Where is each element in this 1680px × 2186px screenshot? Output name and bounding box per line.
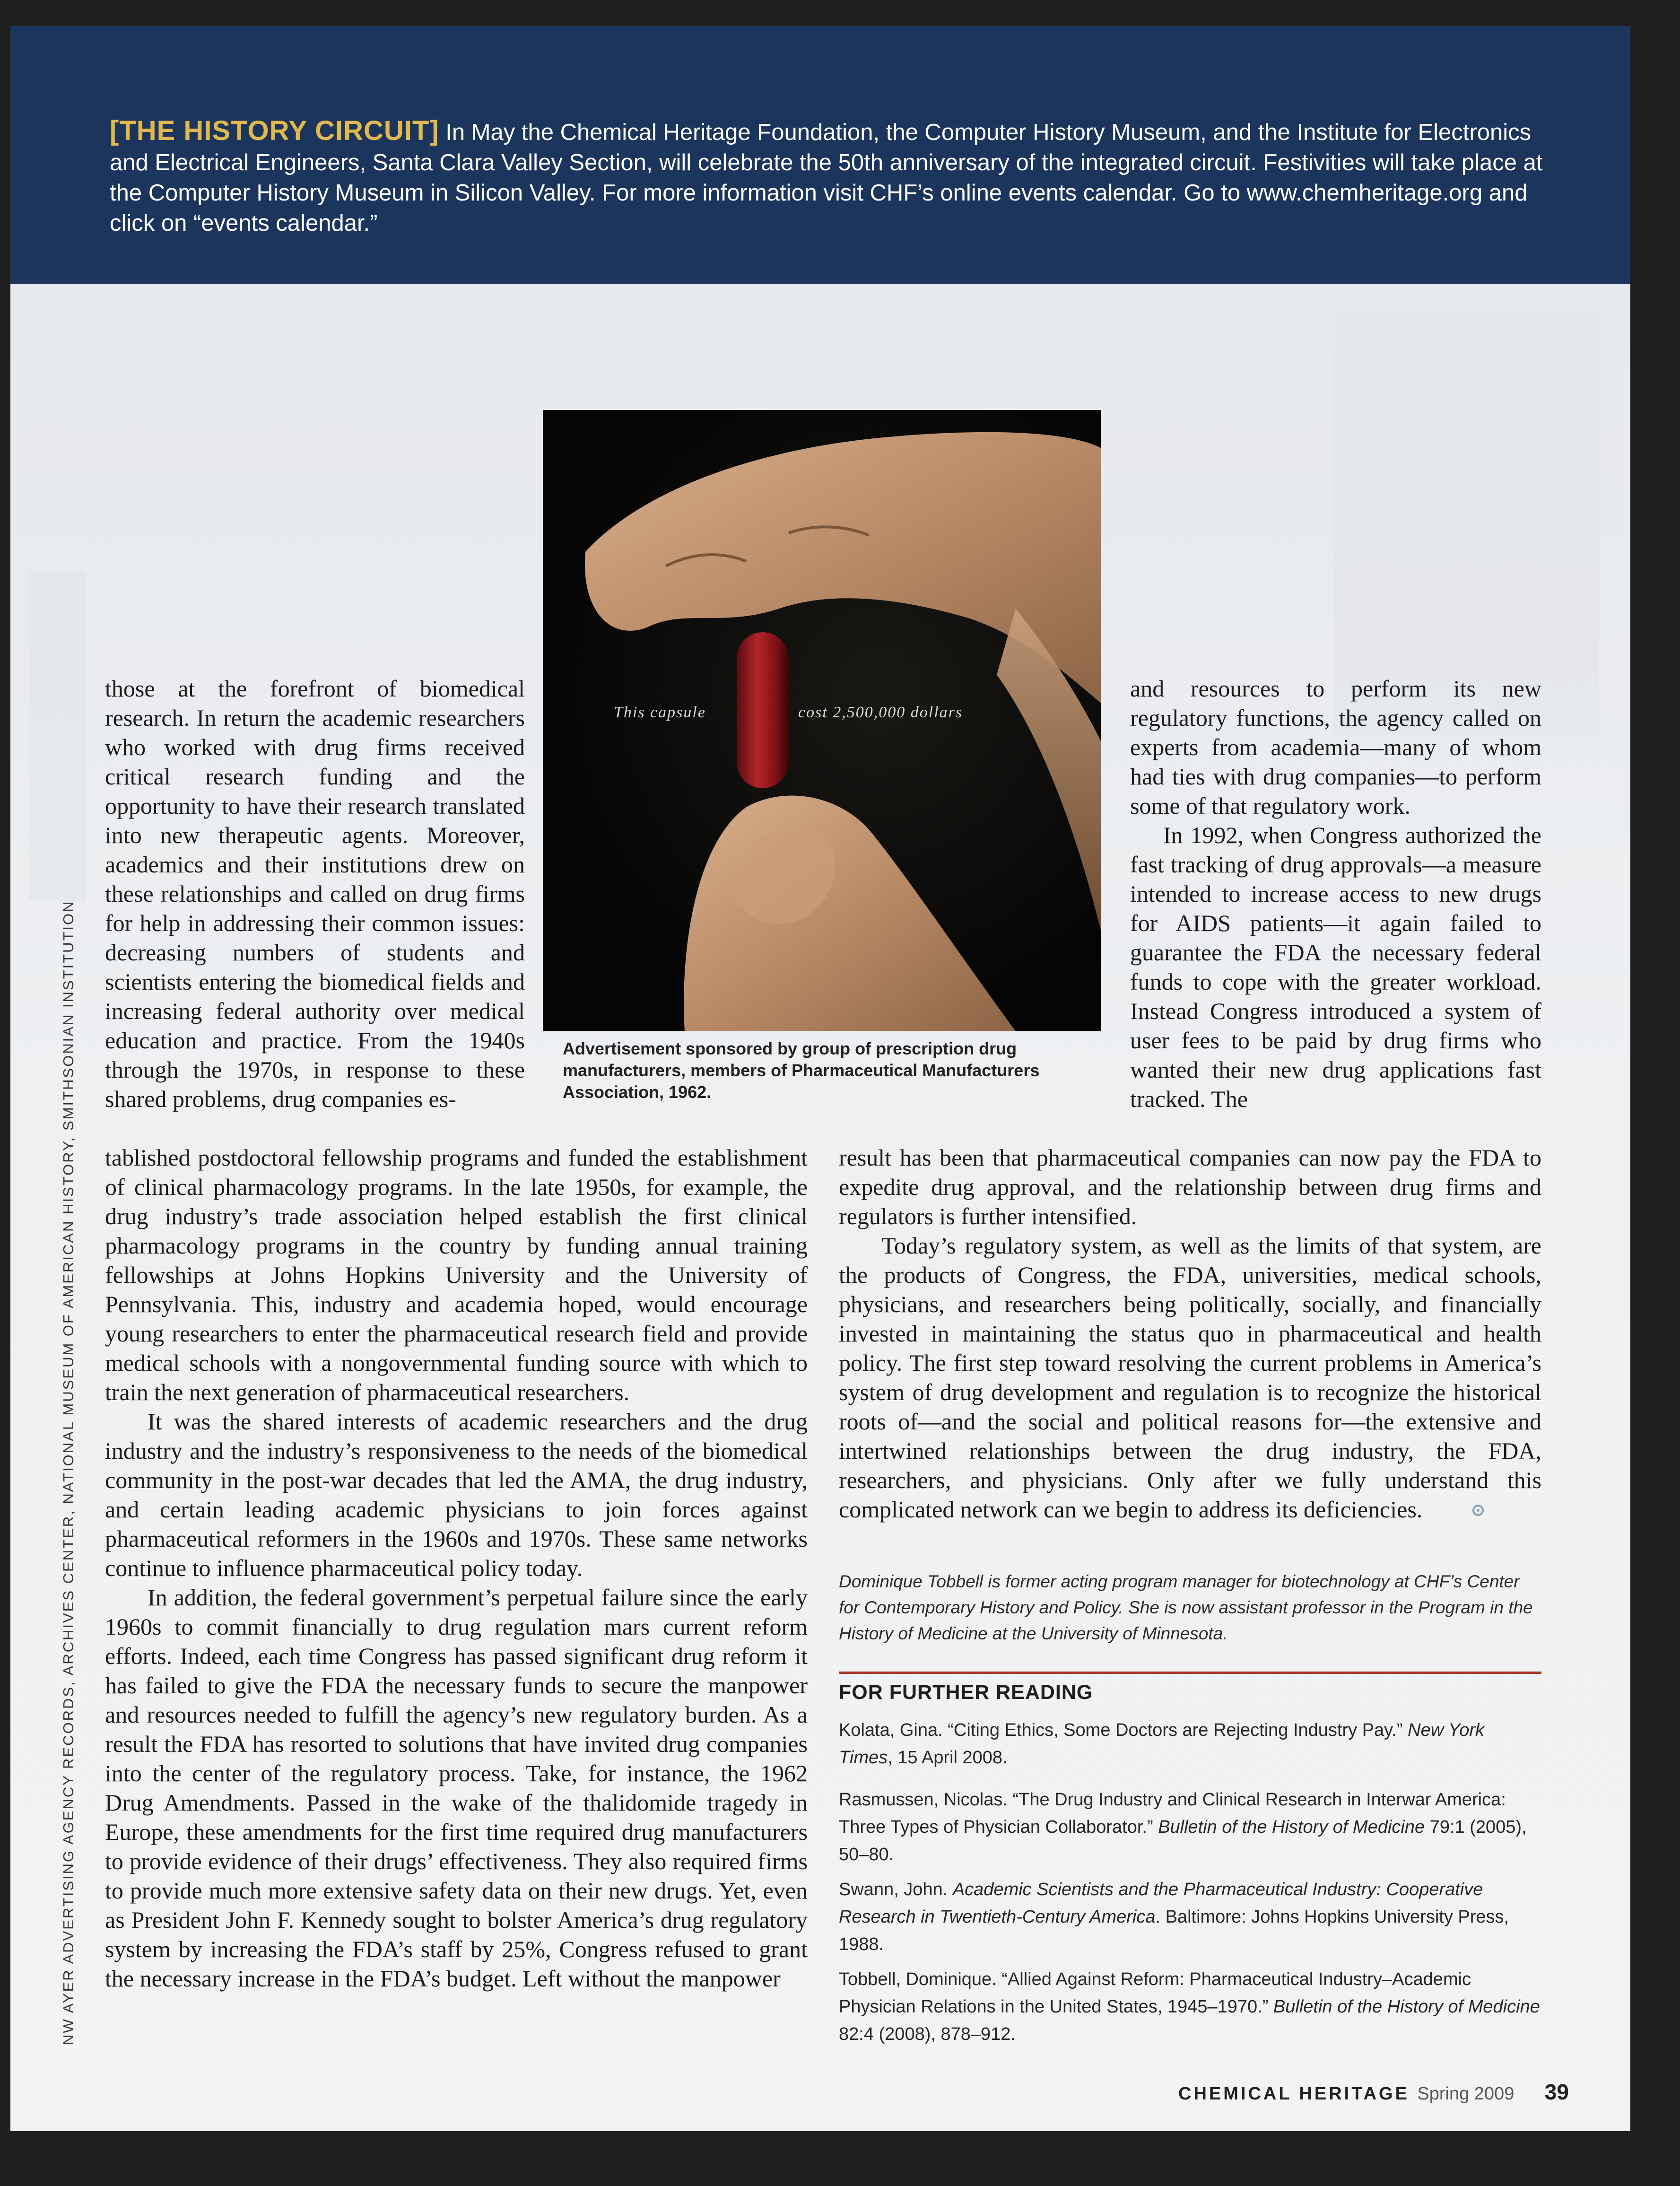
bleed-through-shape [1334, 310, 1599, 735]
reference-title: Academic Scientists and the Pharmaceutical Industry: Cooperative Research in Twentieth-Century America [839, 1880, 1483, 1927]
article-column-right-top [1130, 674, 1541, 1114]
reference-text: . Baltimore: Johns Hopkins University Press, 1988. [839, 1907, 1509, 1954]
section-divider [839, 1672, 1541, 1674]
page-footer [1178, 2079, 1569, 2105]
reference-text: 82:4 (2008), 878–912. [839, 2024, 1016, 2044]
advertisement-photo [543, 410, 1101, 1031]
magazine-name: CHEMICAL HERITAGE [1178, 2084, 1410, 2104]
reference-text: Swann, John. [839, 1880, 953, 1899]
reference-title: Bulletin of the History of Medicine [1273, 1997, 1540, 2017]
hand-holding-capsule-illustration [543, 410, 1101, 1031]
article-paragraph: and resources to perform its new regulatory functions, the agency called on experts from academia—many of whom had ties with drug companies—to perform some of that regulatory work. [1130, 675, 1541, 819]
reference-text: 79:1 (2005), 50–80. [839, 1817, 1527, 1864]
ad-text-left: This capsule [614, 704, 706, 721]
article-paragraph: those at the forefront of biomedical research. In return the academic researchers who worked with drug firms received critical research funding and the opportunity to have their research translated into new therapeutic agents. Moreover, academics and their institutions drew on these relationships and called on drug firms for help in addressing their common issues: decreasing numbers of students and scientists entering the biomedical fields and increasing federal authority over medical education and practice. From the 1940s through the 1970s, in response to these shared problems, drug companies es- [105, 675, 525, 1112]
reference-text: Kolata, Gina. “Citing Ethics, Some Doctors are Rejecting Industry Pay.” [839, 1720, 1408, 1740]
article-paragraph: tablished postdoctoral fellowship programs and funded the establishment of clinical pharmacology programs. In the late 1950s, for example, the drug industry’s trade association helped establish the first clinical pharmacology programs in the country by funding annual training fellowships at Johns Hopkins University and the University of Pennsylvania. This, industry and academia hoped, would encourage young researchers to enter the pharmaceutical research field and provide medical schools with a nongovernmental funding source with which to train the next generation of pharmaceutical researchers. [105, 1144, 808, 1405]
article-paragraph: In 1992, when Congress authorized the fast tracking of drug approvals—a measure intended to increase access to new drugs for AIDS patients—it again failed to guarantee the FDA the necessary federal funds to cope with the greater workload. Instead Congress introduced a system of user fees to be paid by drug firms who wanted their new drug applications fast tracked. The [1130, 822, 1541, 1112]
end-of-article-icon [1428, 1495, 1485, 1524]
reference-entry [839, 1716, 1541, 1771]
page-number: 39 [1544, 2080, 1569, 2104]
bleed-through-shape [29, 570, 86, 901]
history-circuit-banner [10, 26, 1630, 284]
reference-title: Bulletin of the History of Medicine [1158, 1817, 1425, 1837]
article-column-right [839, 1143, 1541, 1524]
article-column-left [105, 1143, 808, 1993]
reference-text: , 15 April 2008. [888, 1748, 1008, 1768]
reference-text: Tobbell, Dominique. “Allied Against Reform: Pharmaceutical Industry–Academic Physician Relations in the United States, 1945–1970.” [839, 1969, 1471, 2017]
reference-entry [839, 1876, 1541, 1958]
red-capsule [737, 632, 789, 788]
closing-paragraph-text: Today’s regulatory system, as well as the limits of that system, are the products of Congress, the FDA, universities, medical schools, physicians, and researchers being politically, socially, and financially invested in maintaining the status quo in pharmaceutical and health policy. The first step toward resolving the current problems in America’s system of drug development and regulation is to recognize the historical roots of—and the social and political reasons for—the extensive and intertwined relationships between the drug industry, the FDA, researchers, and physicians. Only after we fully understand this complicated network can we begin to address its deficiencies. [839, 1232, 1541, 1523]
article-paragraph: It was the shared interests of academic researchers and the drug industry and the industry’s responsiveness to the needs of the biomedical community in the post-war decades that led the AMA, the drug industry, and certain leading academic physicians to join forces against pharmaceutical reformers in the 1960s and 1970s. These same networks continue to influence pharmaceutical policy today. [105, 1408, 808, 1581]
issue-season: Spring 2009 [1417, 2084, 1515, 2104]
reference-text: Rasmussen, Nicolas. “The Drug Industry and Clinical Research in Interwar America: Three Types of Physician Collaborator.” [839, 1790, 1506, 1837]
figure-caption: Advertisement sponsored by group of prescription drug manufacturers, members of Pharmaceutical Manufacturers Association, 1962. [563, 1039, 1040, 1102]
ad-text-right: cost 2,500,000 dollars [798, 704, 963, 721]
reference-entry [839, 1786, 1541, 1868]
author-bio: Dominique Tobbell is former acting program manager for biotechnology at CHF’s Center for Contemporary History and Policy. She is now assistant professor in the Program in the History of Medicine at the University of Minnesota. [839, 1572, 1533, 1643]
thumb-shape [684, 796, 1016, 1031]
banner-body: In May the Chemical Heritage Foundation, the Computer History Museum, and the Institute for Electronics and Electrical Engineers, Santa Clara Valley Section, will celebrate the 50th anniversary of the integrated circuit. Festivities will take place at the Computer History Museum in Silicon Valley. For more information visit CHF’s online events calendar. Go to www.chemheritage.org and click on “events calendar.” [110, 120, 1543, 236]
reference-title: New York Times [839, 1720, 1485, 1768]
article-paragraph: result has been that pharmaceutical companies can now pay the FDA to expedite drug approval, and the relationship between drug firms and regulators is further intensified. [839, 1144, 1541, 1229]
article-paragraph: In addition, the federal government’s perpetual failure since the early 1960s to commit financially to drug regulation mars current reform efforts. Indeed, each time Congress has passed significant drug reform it has failed to give the FDA the necessary funds to secure the manpower and resources needed to fulfill the agency’s new regulatory burden. As a result the FDA has resorted to solutions that have invited drug companies into the center of the regulatory process. Take, for instance, the 1962 Drug Amendments. Passed in the wake of the thalidomide tragedy in Europe, these amendments for the first time required drug manufacturers to provide evidence of their drugs’ effectiveness. They also required firms to provide much more extensive safety data on their new drugs. Yet, even as President John F. Kennedy sought to bolster America’s drug regulatory system by increasing the FDA’s staff by 25%, Congress refused to grant the necessary increase in the FDA’s budget. Left without the manpower [105, 1584, 808, 1992]
further-reading-heading: FOR FURTHER READING [839, 1681, 1093, 1704]
article-paragraph [839, 1231, 1541, 1524]
banner-label: [THE HISTORY CIRCUIT] [110, 115, 439, 146]
magazine-page [10, 26, 1630, 2131]
photo-credit: NW AYER ADVERTISING AGENCY RECORDS, ARCHIVES CENTER, NATIONAL MUSEUM OF AMERICAN HISTORY, SMITHSONIAN INSTITUTION [60, 900, 77, 2045]
banner-text [110, 116, 1552, 238]
reference-entry [839, 1966, 1541, 2048]
